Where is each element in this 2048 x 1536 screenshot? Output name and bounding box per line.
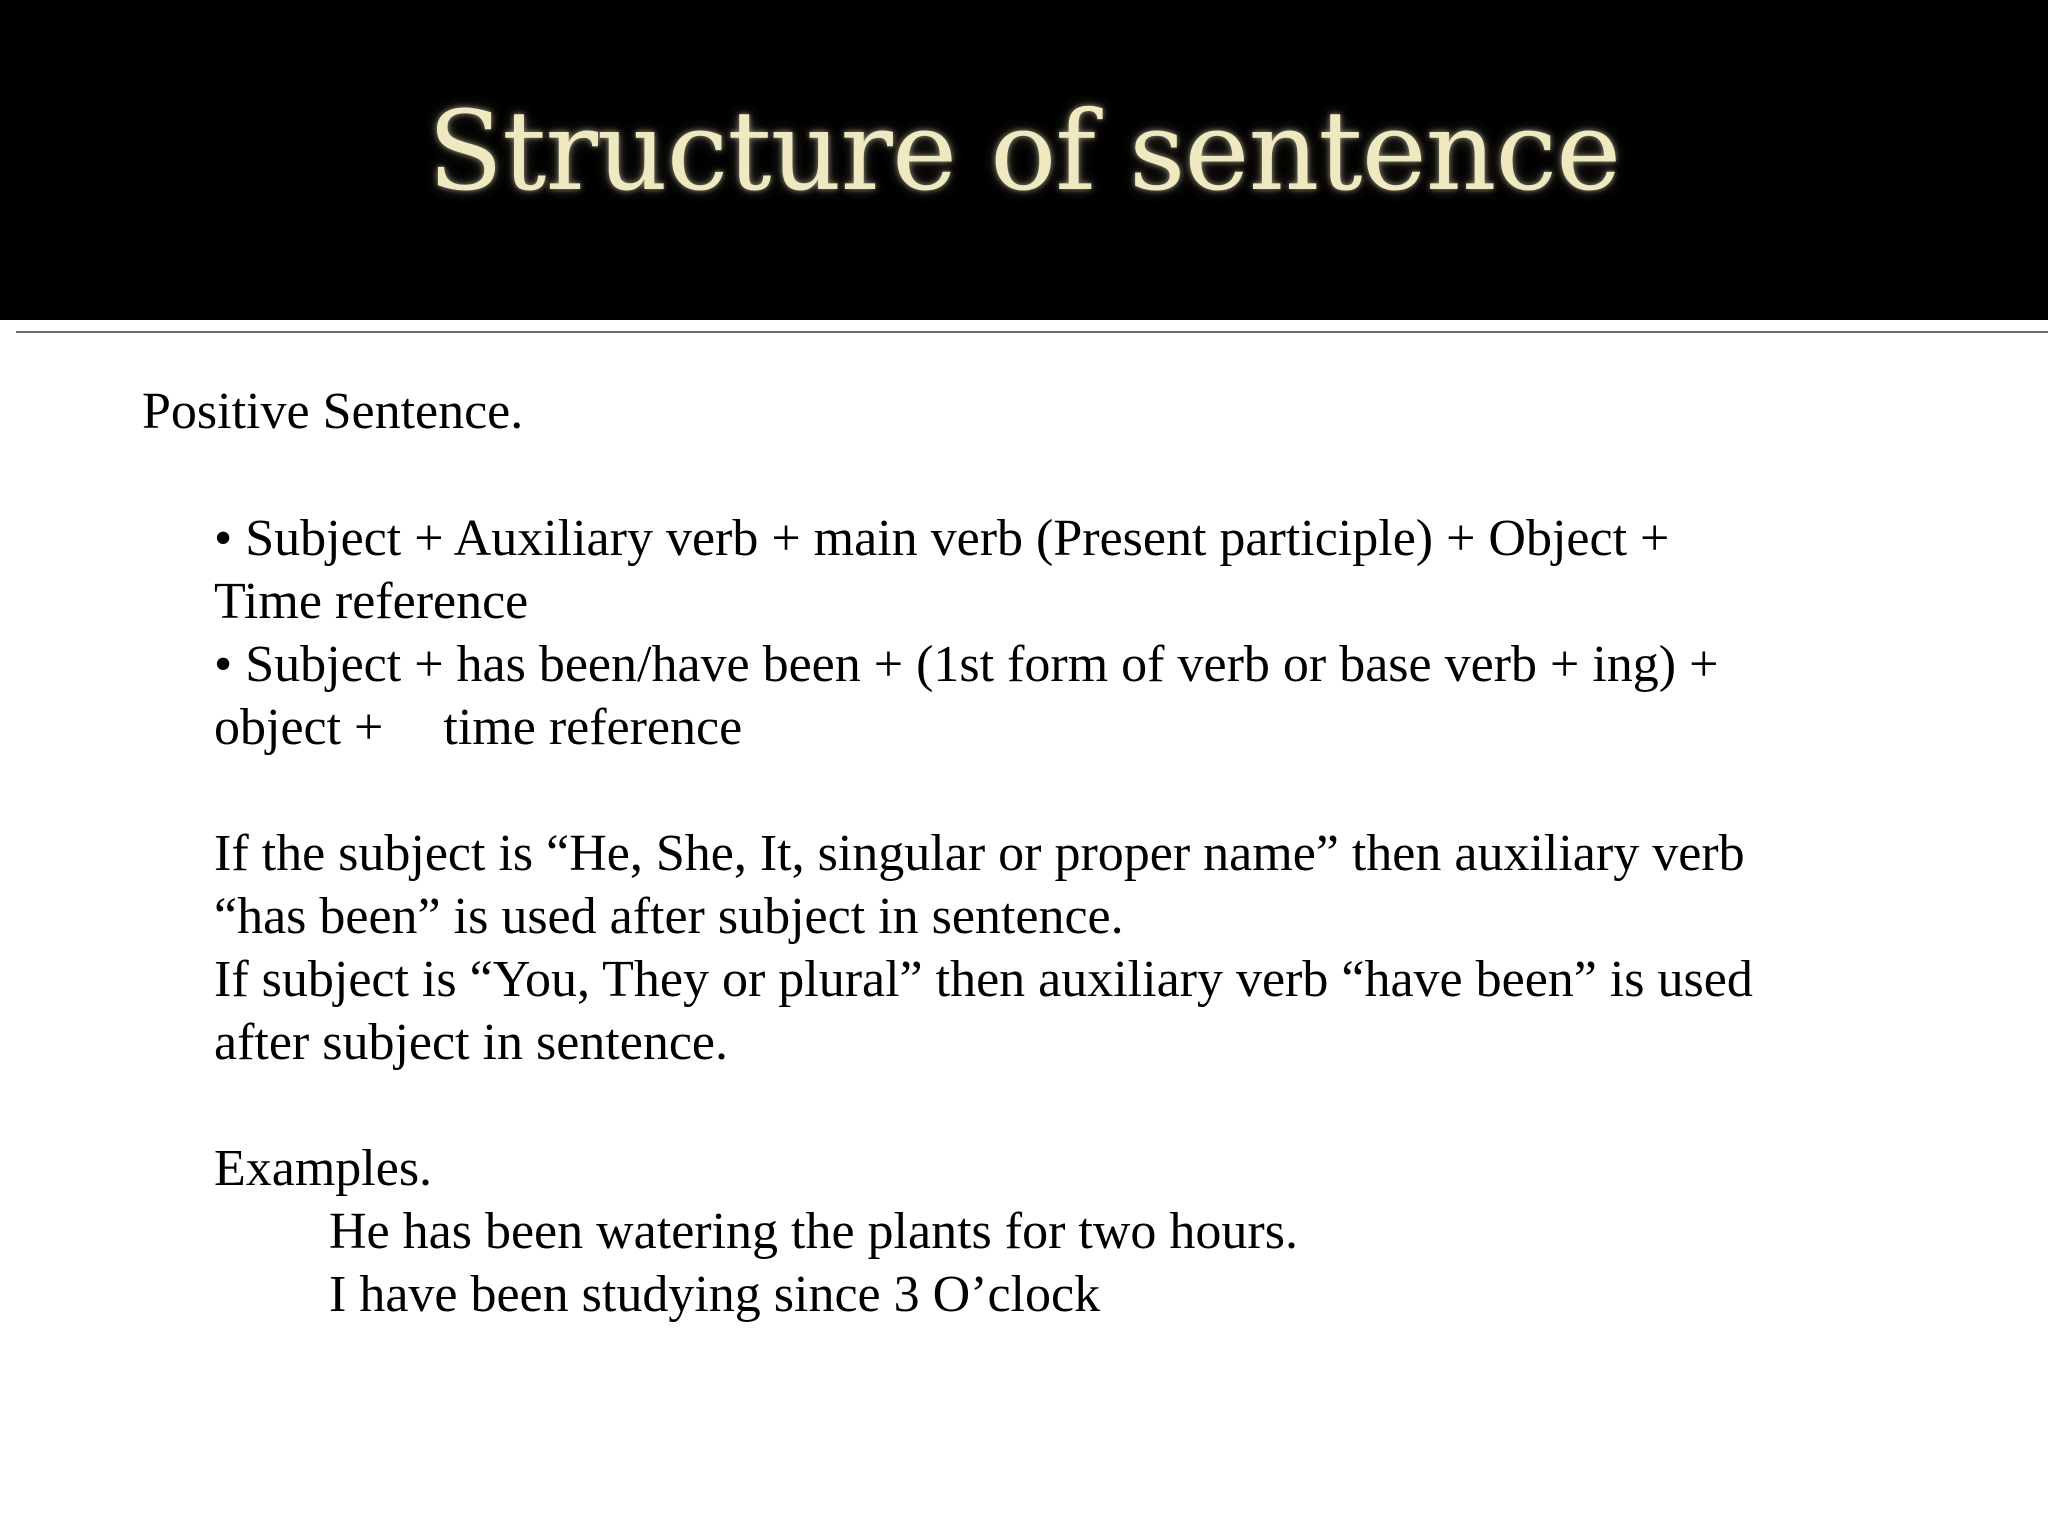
rule-line-4: after subject in sentence.	[214, 1014, 728, 1071]
slide-title: Structure of sentence	[427, 87, 1621, 215]
content-block	[214, 507, 2014, 1326]
examples-label: Examples.	[214, 1140, 433, 1197]
spacer	[214, 759, 2014, 822]
bullet-2-continuation-b: time reference	[443, 699, 743, 756]
spacer	[214, 1074, 2014, 1137]
bullet-2-continuation-a: object +	[214, 699, 384, 756]
title-band	[0, 0, 2048, 320]
bullet-2-line-2	[214, 696, 2014, 759]
rule-line-2: “has been” is used after subject in sentence.	[214, 888, 1124, 945]
title-divider	[16, 331, 2048, 333]
section-heading: Positive Sentence.	[142, 383, 524, 440]
rule-line-3: If subject is “You, They or plural” then auxiliary verb “have been” is used	[214, 951, 1753, 1008]
rule-line-1: If the subject is “He, She, It, singular or proper name” then auxiliary verb	[214, 825, 1745, 882]
bullet-marker: •	[214, 636, 233, 693]
example-1: He has been watering the plants for two hours.	[329, 1203, 1298, 1260]
bullet-1-line-2: Time reference	[214, 573, 529, 630]
example-2: I have been studying since 3 O’clock	[329, 1266, 1101, 1323]
bullet-1-text: Subject + Auxiliary verb + main verb (Present participle) + Object +	[245, 510, 1670, 567]
bullet-2-text: Subject + has been/have been + (1st form of verb or base verb + ing) +	[245, 636, 1719, 693]
bullet-2-line-1	[214, 633, 2014, 696]
bullet-1-line-1	[214, 507, 2014, 570]
bullet-marker: •	[214, 510, 233, 567]
